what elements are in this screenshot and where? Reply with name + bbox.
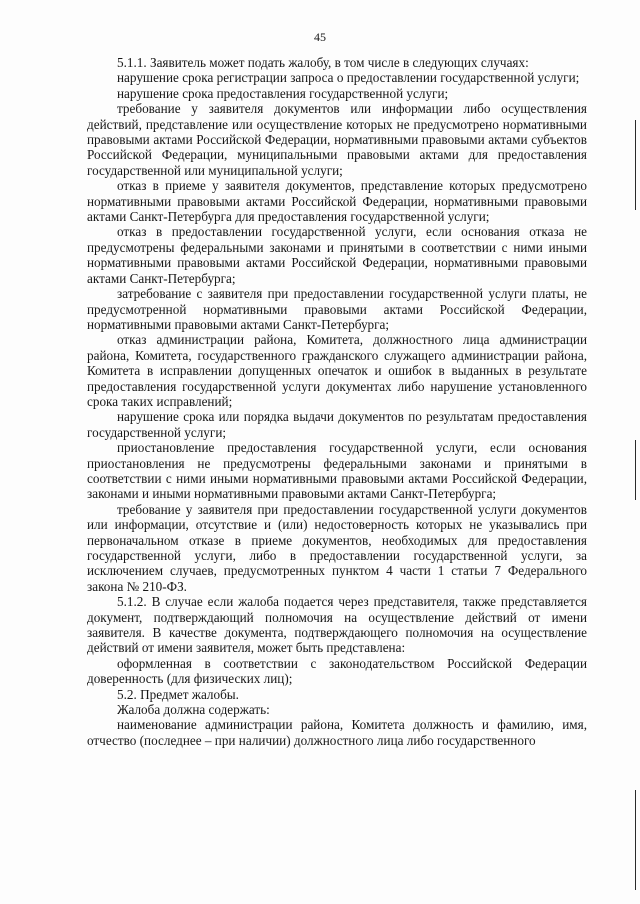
paragraph-5-1-1: 5.1.1. Заявитель может подать жалобу, в том числе в следующих случаях: [117,55,529,70]
paragraph-suspension: приостановление предоставления государственной услуги, если основания приостановления не предусмотрены федеральными законами и принятыми в соответствии с ними иными нормативными правовыми актами Российской Федерации, законами и иными нормативными правовыми актами Санкт-Петербурга; [87,440,587,502]
paragraph-fee-demand: затребование с заявителя при предоставлении государственной услуги платы, не предусмотренной нормативными правовыми актами Российской Федерации, нормативными правовыми актами Санкт-Петербурга; [87,286,587,332]
scan-edge-mark [635,790,636,890]
scan-edge-mark [635,440,636,500]
heading-5-2: 5.2. Предмет жалобы. [117,686,239,702]
paragraph-registration-deadline: нарушение срока регистрации запроса о предоставлении государственной услуги; [117,70,580,86]
paragraph-documents-requirement: требование у заявителя документов или информации либо осуществления действий, представление или осуществление которых не предусмотрено нормативными правовыми актами Российской Федерации, нормативными правовыми актами субъектов Российской Федерации, муниципальными правовыми актами для предоставления государственной или муниципальной услуги; [87,101,587,178]
document-body [87,55,587,748]
paragraph-complaint-contents: Жалоба должна содержать: [117,702,270,718]
paragraph-refusal-service: отказ в предоставлении государственной услуги, если основания отказа не предусмотрены федеральными законами и принятыми в соответствии с ними иными нормативными правовыми актами Российской Федерации, нормативными правовыми актами Санкт-Петербурга; [87,224,587,286]
paragraph-administration-name: наименование администрации района, Комитета должность и фамилию, имя, отчество (последнее – при наличии) должностного лица либо государственного [87,717,587,748]
paragraph-service-deadline: нарушение срока предоставления государственной услуги; [117,85,449,101]
paragraph-info-requirement: требование у заявителя при предоставлении государственной услуги документов или информации, отсутствие и (или) недостоверность которых не указывались при первоначальном отказе в приеме документов, необходимых для предоставления государственной услуги, либо в предоставлении государственной услуги, за исключением случаев, предусмотренных пунктом 4 части 1 статьи 7 Федерального закона № 210-ФЗ. [87,501,587,594]
paragraph-5-1-2: 5.1.2. В случае если жалоба подается через представителя, также представляется документ, подтверждающий полномочия на осуществление действий от имени заявителя. В качестве документа, подтверждающего полномочия на осуществление действий от имени заявителя, может быть представлена: [87,594,587,656]
scan-edge-mark [635,120,636,210]
paragraph-refusal-acceptance: отказ в приеме у заявителя документов, представление которых предусмотрено нормативными правовыми актами Российской Федерации, нормативными правовыми актами Санкт-Петербурга для предоставления государственной услуги; [87,178,587,225]
page-number: 45 [314,30,326,44]
paragraph-correction-refusal: отказ администрации района, Комитета, должностного лица администрации района, Комитета, государственного гражданского служащего администрации района, Комитета в исправлении допущенных опечаток и ошибок в выданных в результате предоставления государственной услуги документах либо нарушение установленного срока таких исправлений; [87,332,587,409]
paragraph-power-of-attorney: оформленная в соответствии с законодательством Российской Федерации доверенность (для физических лиц); [87,655,587,687]
paragraph-issuance-violation: нарушение срока или порядка выдачи документов по результатам предоставления государственной услуги; [87,409,587,440]
